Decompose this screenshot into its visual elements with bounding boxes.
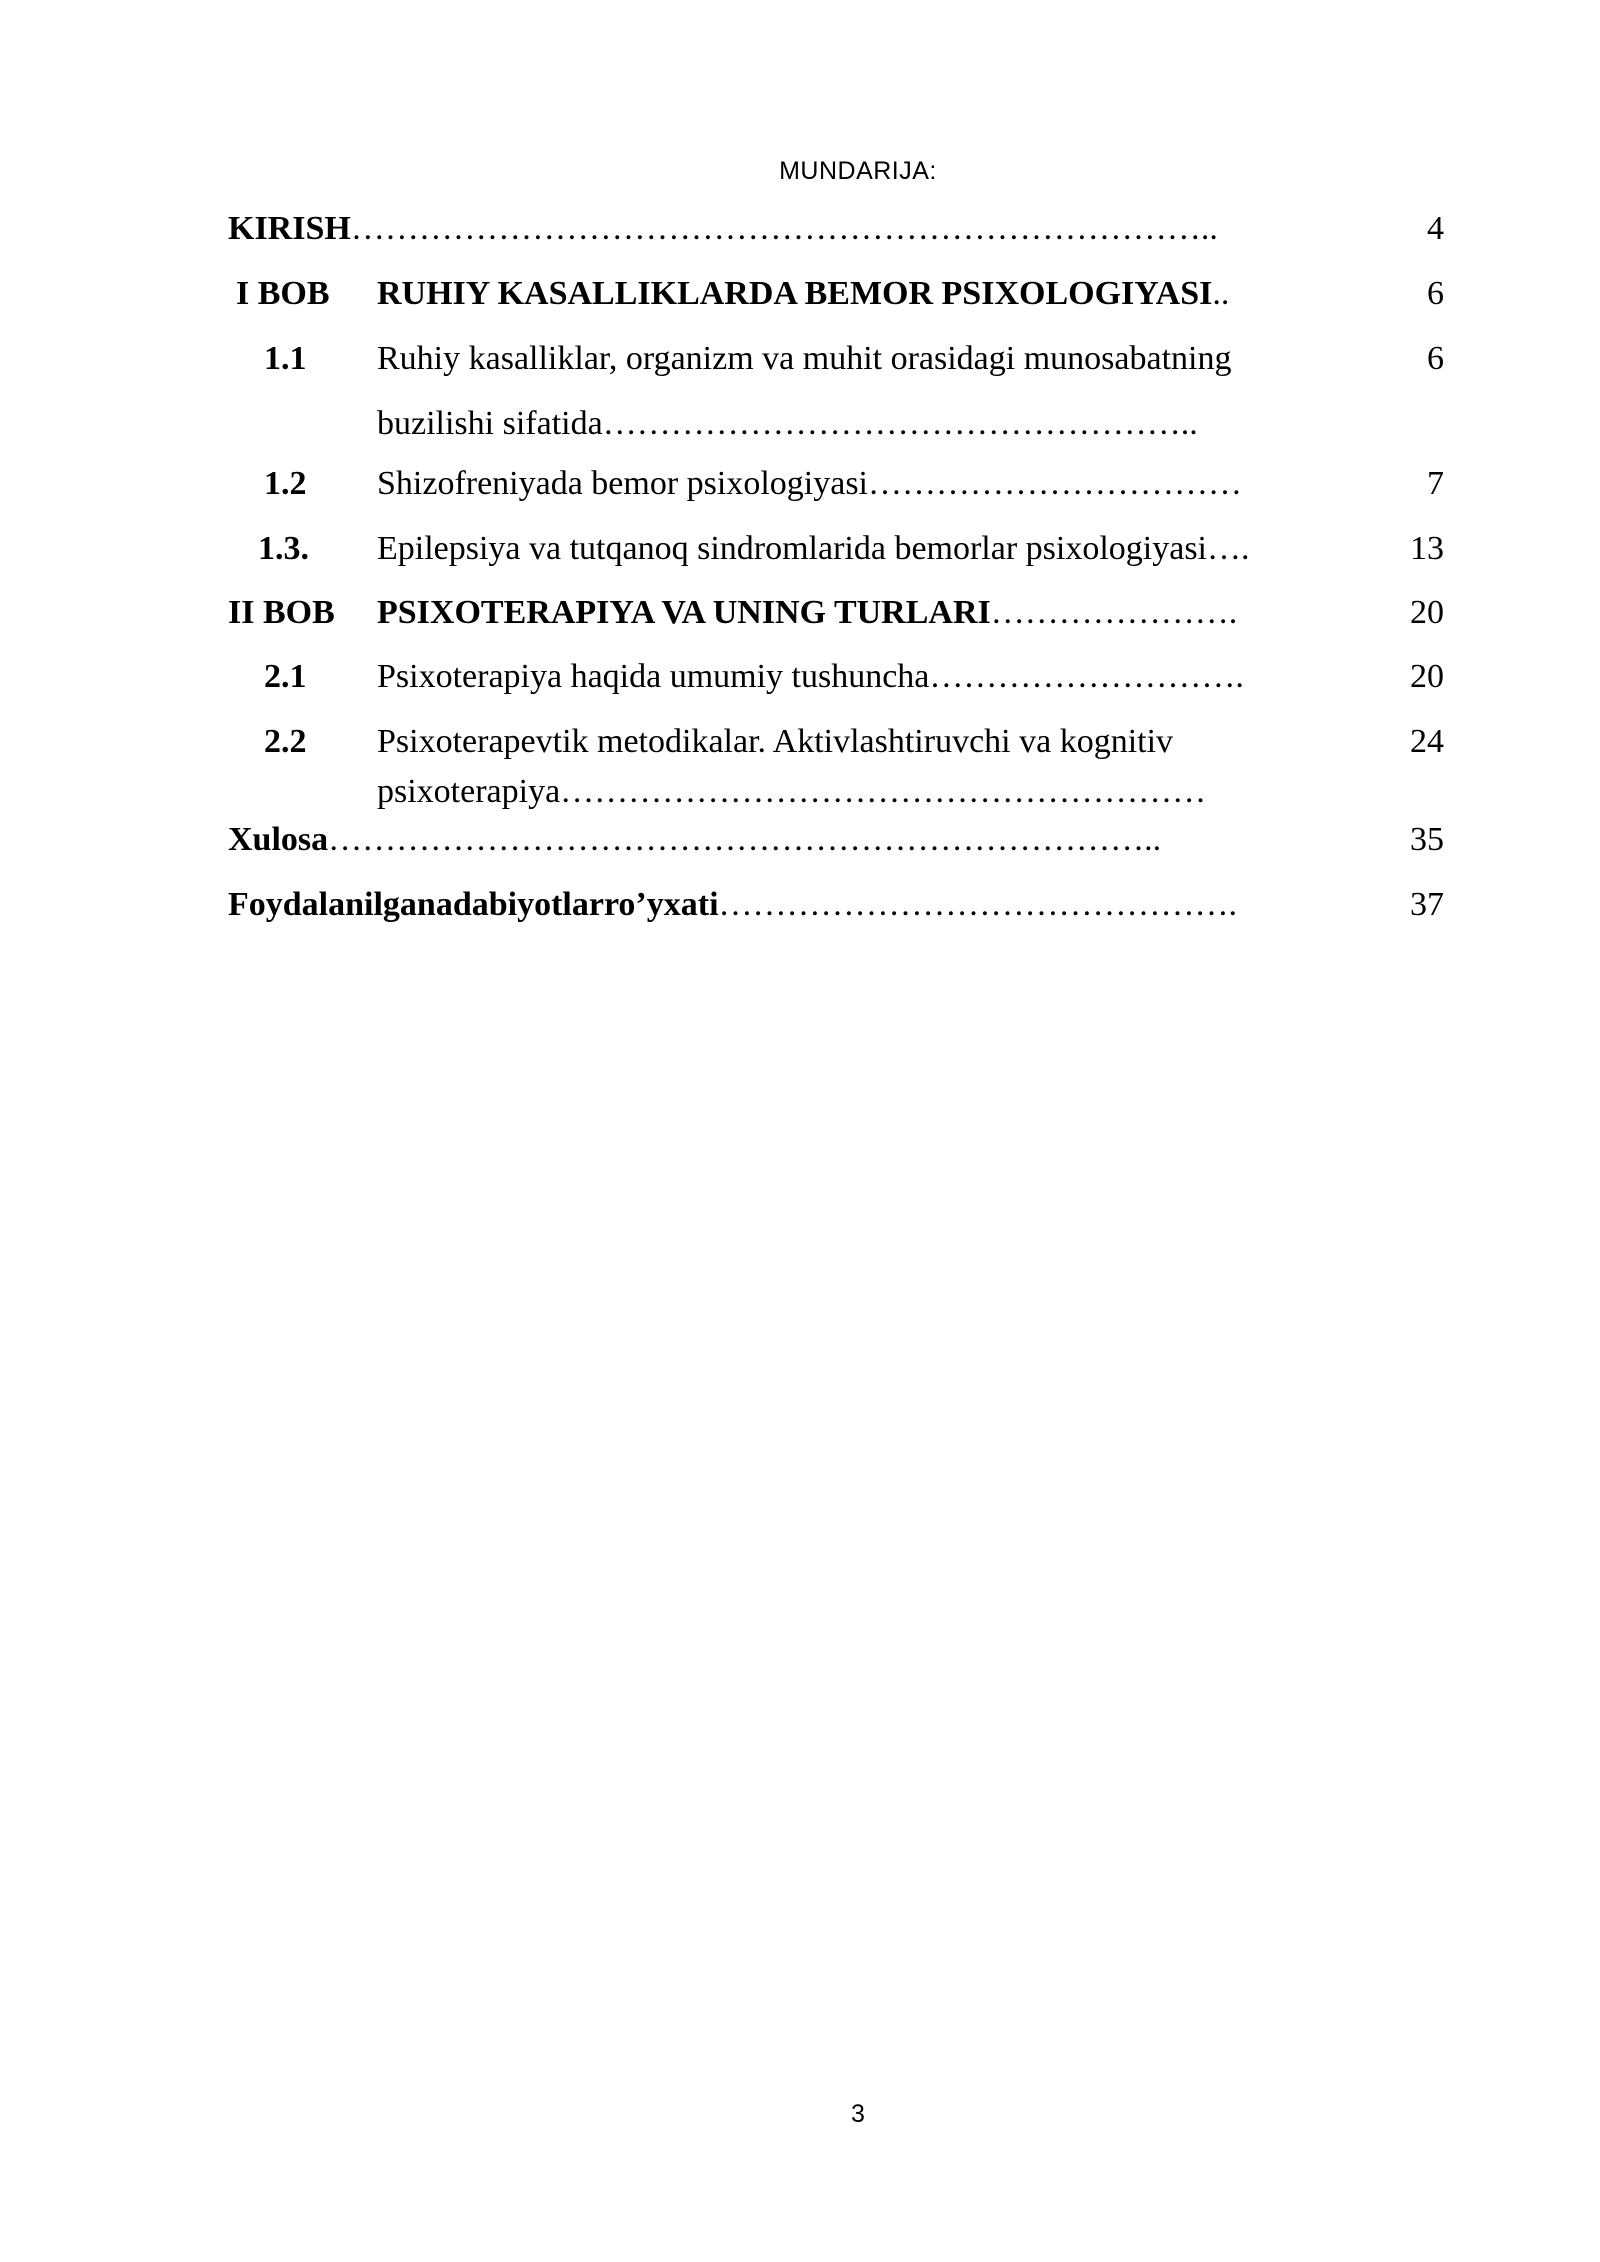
section-number: 1.2 bbox=[264, 465, 307, 502]
toc-entry-title: Psixoterapiya haqida umumiy tushuncha………………………. bbox=[377, 658, 1244, 695]
section-number: 2.1 bbox=[264, 658, 307, 695]
toc-entry-title: Shizofreniyada bemor psixologiyasi…………………………… bbox=[377, 465, 1243, 502]
section-number: 1.1 bbox=[264, 340, 307, 377]
toc-entry-title: Ruhiy kasalliklar, organizm va muhit orasidagi munosabatning bbox=[377, 340, 1232, 377]
toc-page-number: 20 bbox=[1410, 658, 1444, 695]
toc-page-number: 6 bbox=[1427, 340, 1444, 377]
toc-page-number: 24 bbox=[1410, 723, 1444, 760]
chapter-number: I BOB bbox=[236, 275, 330, 312]
toc-heading: MUNDARIJA: bbox=[779, 157, 937, 185]
toc-entry-title-continued: psixoterapiya………………………………………………… bbox=[377, 773, 1207, 810]
toc-page-number: 35 bbox=[1410, 821, 1444, 858]
chapter-number: II BOB bbox=[228, 594, 335, 631]
toc-page-number: 20 bbox=[1410, 594, 1444, 631]
section-number: 1.3. bbox=[258, 530, 309, 567]
toc-entry-title-continued: buzilishi sifatida…………………………………………….. bbox=[377, 405, 1198, 442]
toc-entry-title: Epilepsiya va tutqanoq sindromlarida bemorlar psixologiyasi…. bbox=[377, 530, 1250, 567]
toc-entry-title: Psixoterapevtik metodikalar. Aktivlashtiruvchi va kognitiv bbox=[377, 723, 1174, 760]
toc-entry-title: RUHIY KASALLIKLARDA BEMOR PSIXOLOGIYASI.. bbox=[377, 275, 1230, 312]
toc-page-number: 4 bbox=[1427, 210, 1444, 247]
toc-entry-title: Foydalanilganadabiyotlarro’yxati………………………………………. bbox=[228, 886, 1238, 923]
toc-entry-title: KIRISH………………………………………………………………….. bbox=[228, 210, 1218, 247]
footer-page-number: 3 bbox=[851, 2100, 865, 2128]
section-number: 2.2 bbox=[264, 723, 307, 760]
toc-page-number: 37 bbox=[1410, 886, 1444, 923]
toc-page-number: 13 bbox=[1410, 530, 1444, 567]
toc-entry-title: PSIXOTERAPIYA VA UNING TURLARI…………………. bbox=[377, 594, 1238, 631]
toc-page-number: 6 bbox=[1427, 275, 1444, 312]
toc-entry-title: Xulosa……………………………………………………………….. bbox=[228, 821, 1162, 858]
toc-page-number: 7 bbox=[1427, 465, 1444, 502]
